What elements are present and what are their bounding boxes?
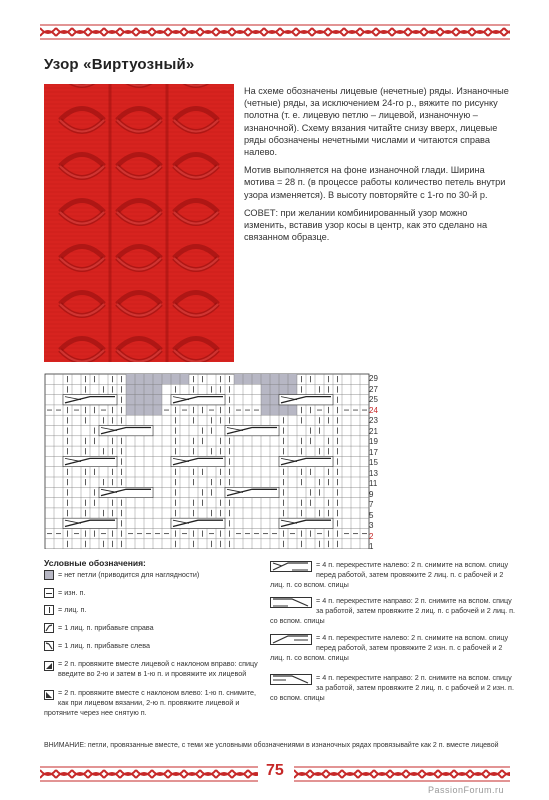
legend-cable-right-purl: = 4 п. перекрестите направо: 2 п. снимите на вспом. спицу за работой, затем провяжите 2 лиц. п. с рабочей и 2 изн. п. со вспом. спицы [270, 673, 514, 703]
page-number: 75 [266, 762, 284, 779]
legend-k2tog-right: = 2 п. провяжите вместе лицевой с наклоном вправо: спицу введите во 2-ю и затем в 1-ю п. и провяжите их лицевой [44, 659, 259, 679]
description-paragraph: Мотив выполняется на фоне изнаночной глади. Ширина мотива = 28 п. (в процессе работы количество петель внутри узора изменяется). В высоту повторяйте с 1-го по 30-й р. [244, 165, 506, 200]
chart-row-number: 15 [369, 458, 378, 467]
chart-row-number: 1 [369, 542, 374, 551]
cable-left-purl-icon [270, 634, 312, 645]
bottom-ornament-right [294, 766, 510, 782]
description-paragraph: СОВЕТ: при желании комбинированный узор можно изменить, вставив узор косы в центр, как это сделано на связанном образце. [244, 207, 488, 243]
increase-left-symbol [44, 641, 54, 651]
k2tog-left-symbol [44, 690, 54, 700]
chart-row-number: 11 [369, 479, 378, 488]
legend-k2tog-left: = 2 п. провяжите вместе с наклоном влево: 1-ю п. снимите, как при лицевом вязании, 2-ю п. провяжите лицевой и протяните через нее снятую п. [44, 688, 257, 718]
legend-title: Условные обозначения: [44, 558, 146, 568]
chart-row-number: 29 [369, 374, 378, 383]
chart-row-number: 27 [369, 384, 378, 394]
cable-right-purl-icon [270, 674, 312, 685]
chart-row-number: 19 [369, 437, 378, 446]
knitting-chart [44, 373, 384, 549]
legend-knit: = лиц. п. [44, 605, 86, 615]
attention-note: ВНИМАНИЕ: петли, провязанные вместе, с теми же условными обозначениями в изнаночных рядах провязывайте как 2 п. вместе лицевой [44, 742, 499, 749]
chart-row-numbers [369, 374, 387, 553]
chart-row-number: 24 [369, 405, 378, 415]
watermark: PassionForum.ru [428, 785, 505, 795]
chart-row-number: 25 [369, 395, 378, 404]
chart-row-number: 23 [369, 416, 378, 425]
legend-cable-left-purl: = 4 п. перекрестите налево: 2 п. снимите на вспом. спицу перед работой, затем провяжите 2 изн. п. с рабочей и 2 лиц. п. со вспом. спицы [270, 633, 509, 663]
page-title: Узор «Виртуозный» [44, 56, 195, 73]
cable-left-icon [270, 561, 312, 572]
cable-right-icon [270, 597, 312, 608]
chart-row-number: 2 [369, 531, 374, 541]
description [244, 85, 512, 249]
no-stitch-symbol [44, 570, 54, 580]
legend-cable-right-knit: = 4 п. перекрестите направо: 2 п. снимите на вспом. спицу за работой, затем провяжите 2 лиц. п. с рабочей и 2 лиц. п. со вспом. спицы [270, 596, 515, 626]
chart-row-number: 17 [369, 447, 378, 457]
chart-row-number: 21 [369, 426, 378, 436]
legend-purl: = изн. п. [44, 588, 85, 598]
chart-row-number: 3 [369, 521, 374, 530]
knit-symbol [44, 605, 54, 615]
chart-row-number: 9 [369, 489, 374, 499]
legend-increase-right: = 1 лиц. п. прибавьте справа [44, 623, 154, 633]
description-paragraph: На схеме обозначены лицевые (нечетные) ряды. Изнаночные (четные) ряды, за исключением 24-го р., вяжите по рисунку полотна (т. е. лицевую петлю – лицевой, изнаночную – изнаночной). Схему вязания читайте снизу вверх, лицевые ряды обозначены нечетными числами и читаются справа налево. [244, 86, 509, 158]
chart-row-number: 13 [369, 468, 378, 478]
legend-cable-left-knit: = 4 п. перекрестите налево: 2 п. снимите на вспом. спицу перед работой, затем провяжите 2 лиц. п. с рабочей и 2 лиц. п. со вспом. спицы [270, 560, 509, 590]
increase-right-symbol [44, 623, 54, 633]
legend-no-stitch: = нет петли (приводится для наглядности) [44, 570, 199, 580]
k2tog-right-symbol [44, 661, 54, 671]
chart-row-number: 7 [369, 500, 374, 509]
knitted-sample-photo [44, 84, 234, 362]
purl-symbol [44, 588, 54, 598]
chart-row-number: 5 [369, 510, 374, 520]
top-ornament [40, 24, 510, 40]
bottom-ornament-left [40, 766, 258, 782]
legend-increase-left: = 1 лиц. п. прибавьте слева [44, 641, 150, 651]
